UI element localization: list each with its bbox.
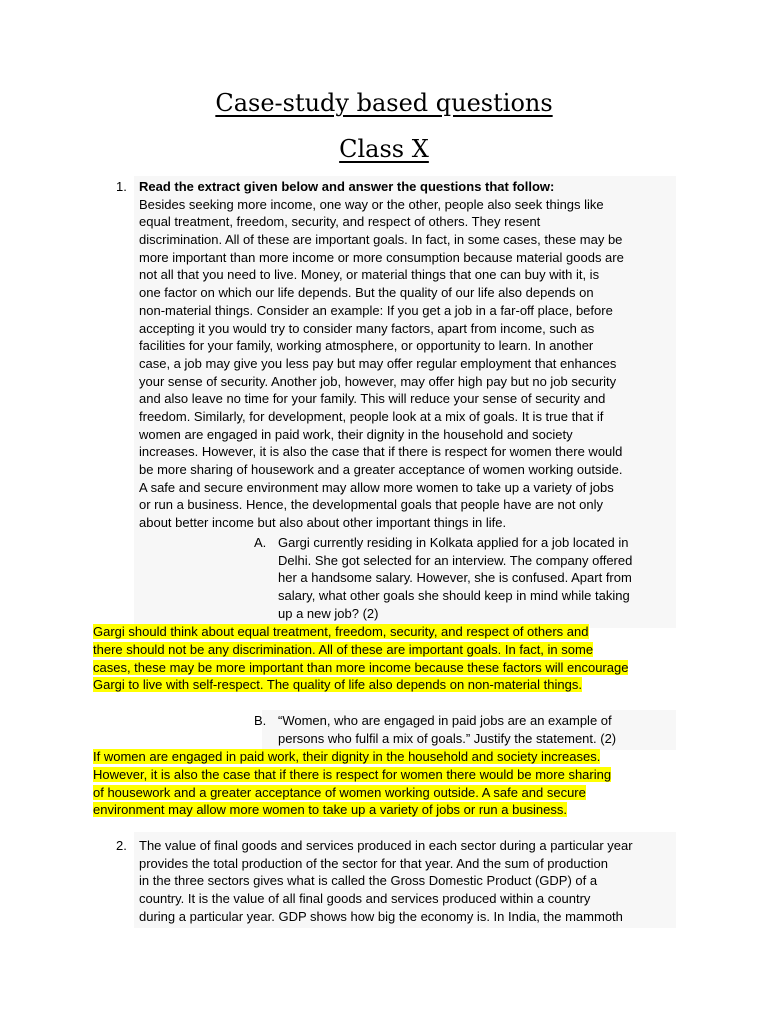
q1a-line: her a handsome salary. However, she is confused. Apart from xyxy=(278,570,632,586)
q1a-answer-line: Gargi to live with self-respect. The quality of life also depends on non-material things. xyxy=(93,677,582,693)
q1a-line: salary, what other goals she should keep in mind while taking xyxy=(278,588,630,604)
q1-text xyxy=(139,178,624,532)
q1-passage-line: equal treatment, freedom, security, and respect of others. They resent xyxy=(139,214,541,230)
q1-passage-line: be more sharing of housework and a greater acceptance of women working outside. xyxy=(139,462,623,477)
q1b-answer-line: If women are engaged in paid work, their dignity in the household and society increases. xyxy=(93,749,601,764)
q1-passage-line: non-material things. Consider an example: If you get a job in a far-off place, before xyxy=(139,302,613,318)
q1b-text xyxy=(278,712,616,747)
q1b-answer xyxy=(93,748,611,819)
q1b-answer-line: However, it is also the case that if there is respect for women there would be more sharing xyxy=(93,766,612,782)
page-title: Case-study based questions xyxy=(215,89,553,117)
q1a-answer-line: there should not be any discrimination. All of these are important goals. In fact, in some xyxy=(93,641,594,657)
q2-number: 2. xyxy=(116,838,127,853)
q1-passage-line: and also leave no time for your family. This will reduce your sense of security and xyxy=(139,391,606,407)
q1-number: 1. xyxy=(116,179,127,194)
q1-passage-line: Besides seeking more income, one way or the other, people also seek things like xyxy=(139,196,604,212)
q1-passage-line: increases. However, it is also the case that if there is respect for women there would xyxy=(139,444,623,460)
q1b-answer-line: environment may allow more women to take up a variety of jobs or run a business. xyxy=(93,802,568,818)
q1-passage-line: one factor on which our life depends. But the quality of our life also depends on xyxy=(139,285,594,301)
q1b-label: B. xyxy=(254,713,267,728)
q1a-answer-line: cases, these may be more important than more income because these factors will encourage xyxy=(93,659,629,675)
q2-line: during a particular year. GDP shows how big the economy is. In India, the mammoth xyxy=(139,908,623,924)
q1a-text xyxy=(278,534,632,622)
q1-passage-line: facilities for your family, working atmosphere, or opportunity to learn. In another xyxy=(139,338,594,354)
q1a-answer-line: Gargi should think about equal treatment, freedom, security, and respect of others and xyxy=(93,624,589,639)
q1-passage-line: not all that you need to live. Money, or material things that one can buy with it, is xyxy=(139,267,600,283)
q1-passage-line: or run a business. Hence, the developmental goals that people have are not only xyxy=(139,497,603,513)
q1a-line: Delhi. She got selected for an interview. The company offered xyxy=(278,552,633,568)
q1-passage-line: about better income but also about other important things in life. xyxy=(139,515,507,531)
q1-passage-line: more important than more income or more consumption because material goods are xyxy=(139,249,624,265)
q1a-answer xyxy=(93,623,628,694)
q1b-line: persons who fulfil a mix of goals.” Justify the statement. (2) xyxy=(278,730,617,746)
q2-line: The value of final goods and services produced in each sector during a particular year xyxy=(139,838,633,853)
q1a-line: up a new job? (2) xyxy=(278,605,379,621)
q1-passage-line: case, a job may give you less pay but may offer regular employment that enhances xyxy=(139,355,617,371)
q2-text xyxy=(139,837,633,925)
q2-line: in the three sectors gives what is called the Gross Domestic Product (GDP) of a xyxy=(139,873,598,889)
class-heading: Class X xyxy=(339,135,429,163)
q2-line: provides the total production of the sector for that year. And the sum of production xyxy=(139,855,609,871)
q1-passage-line: A safe and secure environment may allow more women to take up a variety of jobs xyxy=(139,479,614,495)
q1b-answer-line: of housework and a greater acceptance of women working outside. A safe and secure xyxy=(93,784,586,800)
q1-passage-line: accepting it you would try to consider many factors, apart from income, such as xyxy=(139,320,595,336)
q1a-label: A. xyxy=(254,535,267,550)
q2-line: country. It is the value of all final goods and services produced within a country xyxy=(139,891,591,907)
q1a-line: Gargi currently residing in Kolkata applied for a job located in xyxy=(278,535,629,550)
q1b-line: “Women, who are engaged in paid jobs are an example of xyxy=(278,713,612,728)
q1-passage-line: women are engaged in paid work, their dignity in the household and society xyxy=(139,426,573,442)
q1-passage-line: discrimination. All of these are important goals. In fact, in some cases, these may be xyxy=(139,232,623,248)
q1-passage-line: your sense of security. Another job, however, may offer high pay but no job security xyxy=(139,373,617,389)
q1-passage-line: freedom. Similarly, for development, people look at a mix of goals. It is true that if xyxy=(139,408,604,424)
q1-heading: Read the extract given below and answer the questions that follow: xyxy=(139,179,555,194)
